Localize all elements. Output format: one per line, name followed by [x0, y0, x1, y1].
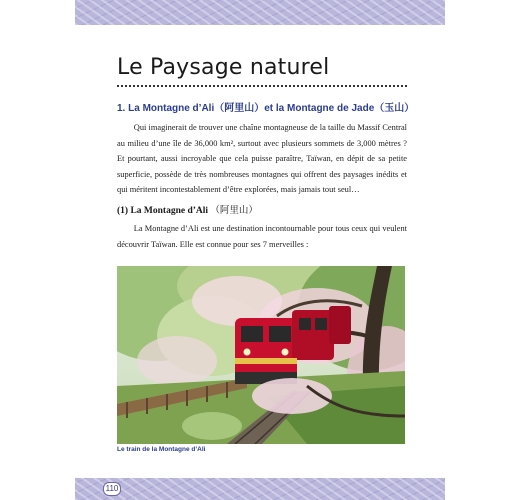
- intro-paragraph: Qui imaginerait de trouver une chaîne montagneuse de la taille du Massif Central au milieu d’une île de 36,000 km², surtout avec plusieurs sommets de 3,000 mètres ? Et pourtant, aussi incroyable que cela puisse paraître, Taïwan, en dépit de sa petite superficie, possède de très nombreuses montagnes qui offrent des paysages inédits et qui méritent incontestablement d’être explorées, mais jamais tout seul…: [117, 123, 407, 194]
- page-title: Le Paysage naturel: [117, 55, 330, 80]
- red-train-forest-photo: [117, 266, 405, 444]
- top-decorative-band: [75, 0, 445, 25]
- subsection-heading-text: (1) La Montagne d’Ali: [117, 206, 209, 216]
- subsection-heading: [117, 202, 258, 216]
- section-heading: 1. La Montagne d’Ali（阿里山）et la Montagne de Jade（玉山）: [117, 103, 415, 114]
- book-page: [75, 0, 445, 500]
- page-number: 110: [103, 482, 121, 496]
- right-margin: [445, 0, 520, 500]
- photo-illustration: [117, 266, 405, 444]
- photo-caption: Le train de la Montagne d’Ali: [117, 446, 206, 453]
- left-margin: [0, 0, 75, 500]
- title-dotted-rule: [117, 85, 407, 87]
- bottom-decorative-band: [75, 478, 445, 500]
- subsection-paragraph: La Montagne d’Ali est une destination incontournable pour tous ceux qui veulent découvrir Taïwan. Elle est connue pour ses 7 merveilles :: [117, 224, 407, 249]
- subsection-heading-cjk: （阿里山）: [210, 206, 258, 216]
